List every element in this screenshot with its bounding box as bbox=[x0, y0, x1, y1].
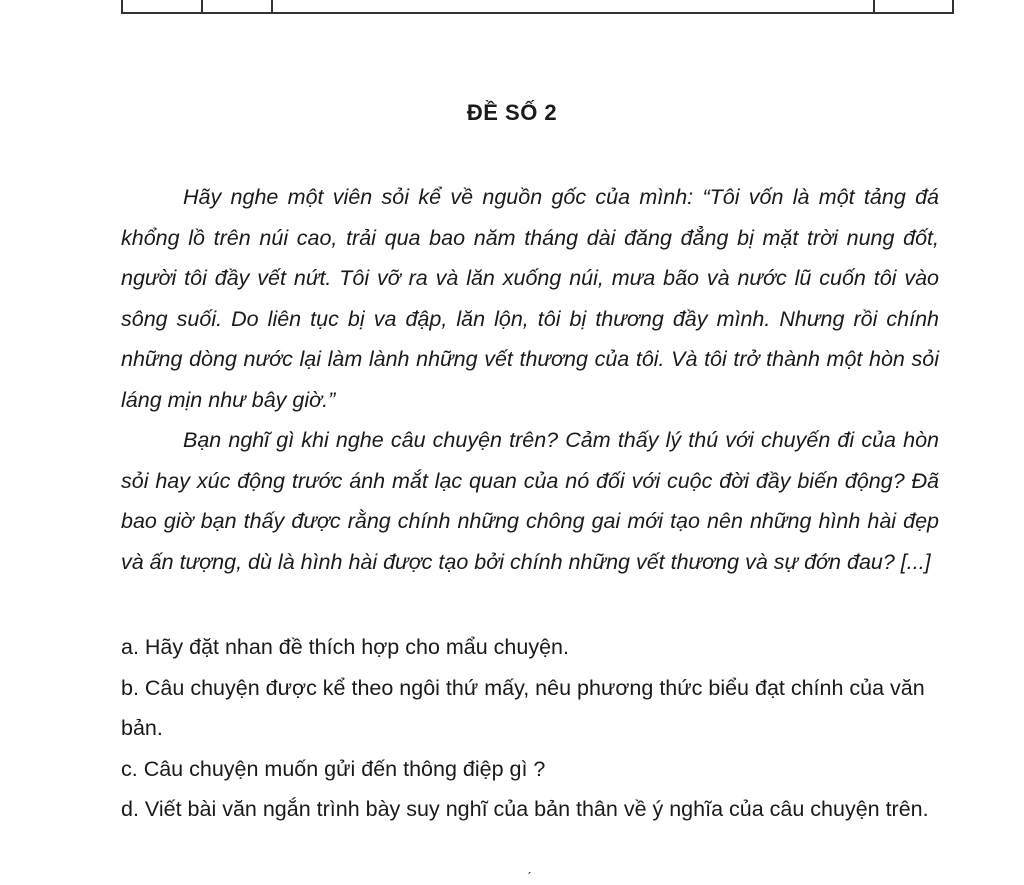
table-column-divider bbox=[271, 0, 273, 12]
question-d: d. Viết bài văn ngắn trình bày suy nghĩ của bản thân về ý nghĩa của câu chuyện trên. bbox=[121, 797, 929, 821]
table-column-divider bbox=[873, 0, 875, 12]
top-table-remnant bbox=[121, 0, 954, 14]
cropped-text-fragment: ˊ bbox=[527, 869, 532, 885]
passage-paragraph-1: Hãy nghe một viên sỏi kể về nguồn gốc của mình: “Tôi vốn là một tảng đá khổng lồ trên núi cao, trải qua bao năm tháng dài đăng đẳng bị mặt trời nung đốt, người tôi đầy vết nứt. Tôi vỡ ra và lăn xuống núi, mưa bão và nước lũ cuốn tôi vào sông suối. Do liên tục bị va đập, lăn lộn, tôi bị thương đầy mình. Nhưng rồi chính những dòng nước lại làm lành những vết thương của tôi. Và tôi trở thành một hòn sỏi láng mịn như bây giờ.” bbox=[121, 185, 939, 412]
reading-passage bbox=[121, 177, 939, 582]
exam-title: ĐỀ SỐ 2 bbox=[466, 100, 558, 125]
question-c: c. Câu chuyện muốn gửi đến thông điệp gì ? bbox=[121, 756, 546, 781]
question-b: b. Câu chuyện được kể theo ngôi thứ mấy, nêu phương thức biểu đạt chính của văn bản. bbox=[121, 675, 925, 740]
table-column-divider bbox=[201, 0, 203, 12]
passage-paragraph-2: Bạn nghĩ gì khi nghe câu chuyện trên? Cảm thấy lý thú với chuyến đi của hòn sỏi hay xúc động trước ánh mắt lạc quan của nó đối với cuộc đời đầy biến động? Đã bao giờ bạn thấy được rằng chính những chông gai mới tạo nên những hình hài đẹp và ấn tượng, dù là hình hài được tạo bởi chính những vết thương và sự đớn đau? [...] bbox=[121, 428, 939, 574]
question-list bbox=[121, 627, 939, 830]
question-a: a. Hãy đặt nhan đề thích hợp cho mẩu chuyện. bbox=[121, 635, 569, 659]
